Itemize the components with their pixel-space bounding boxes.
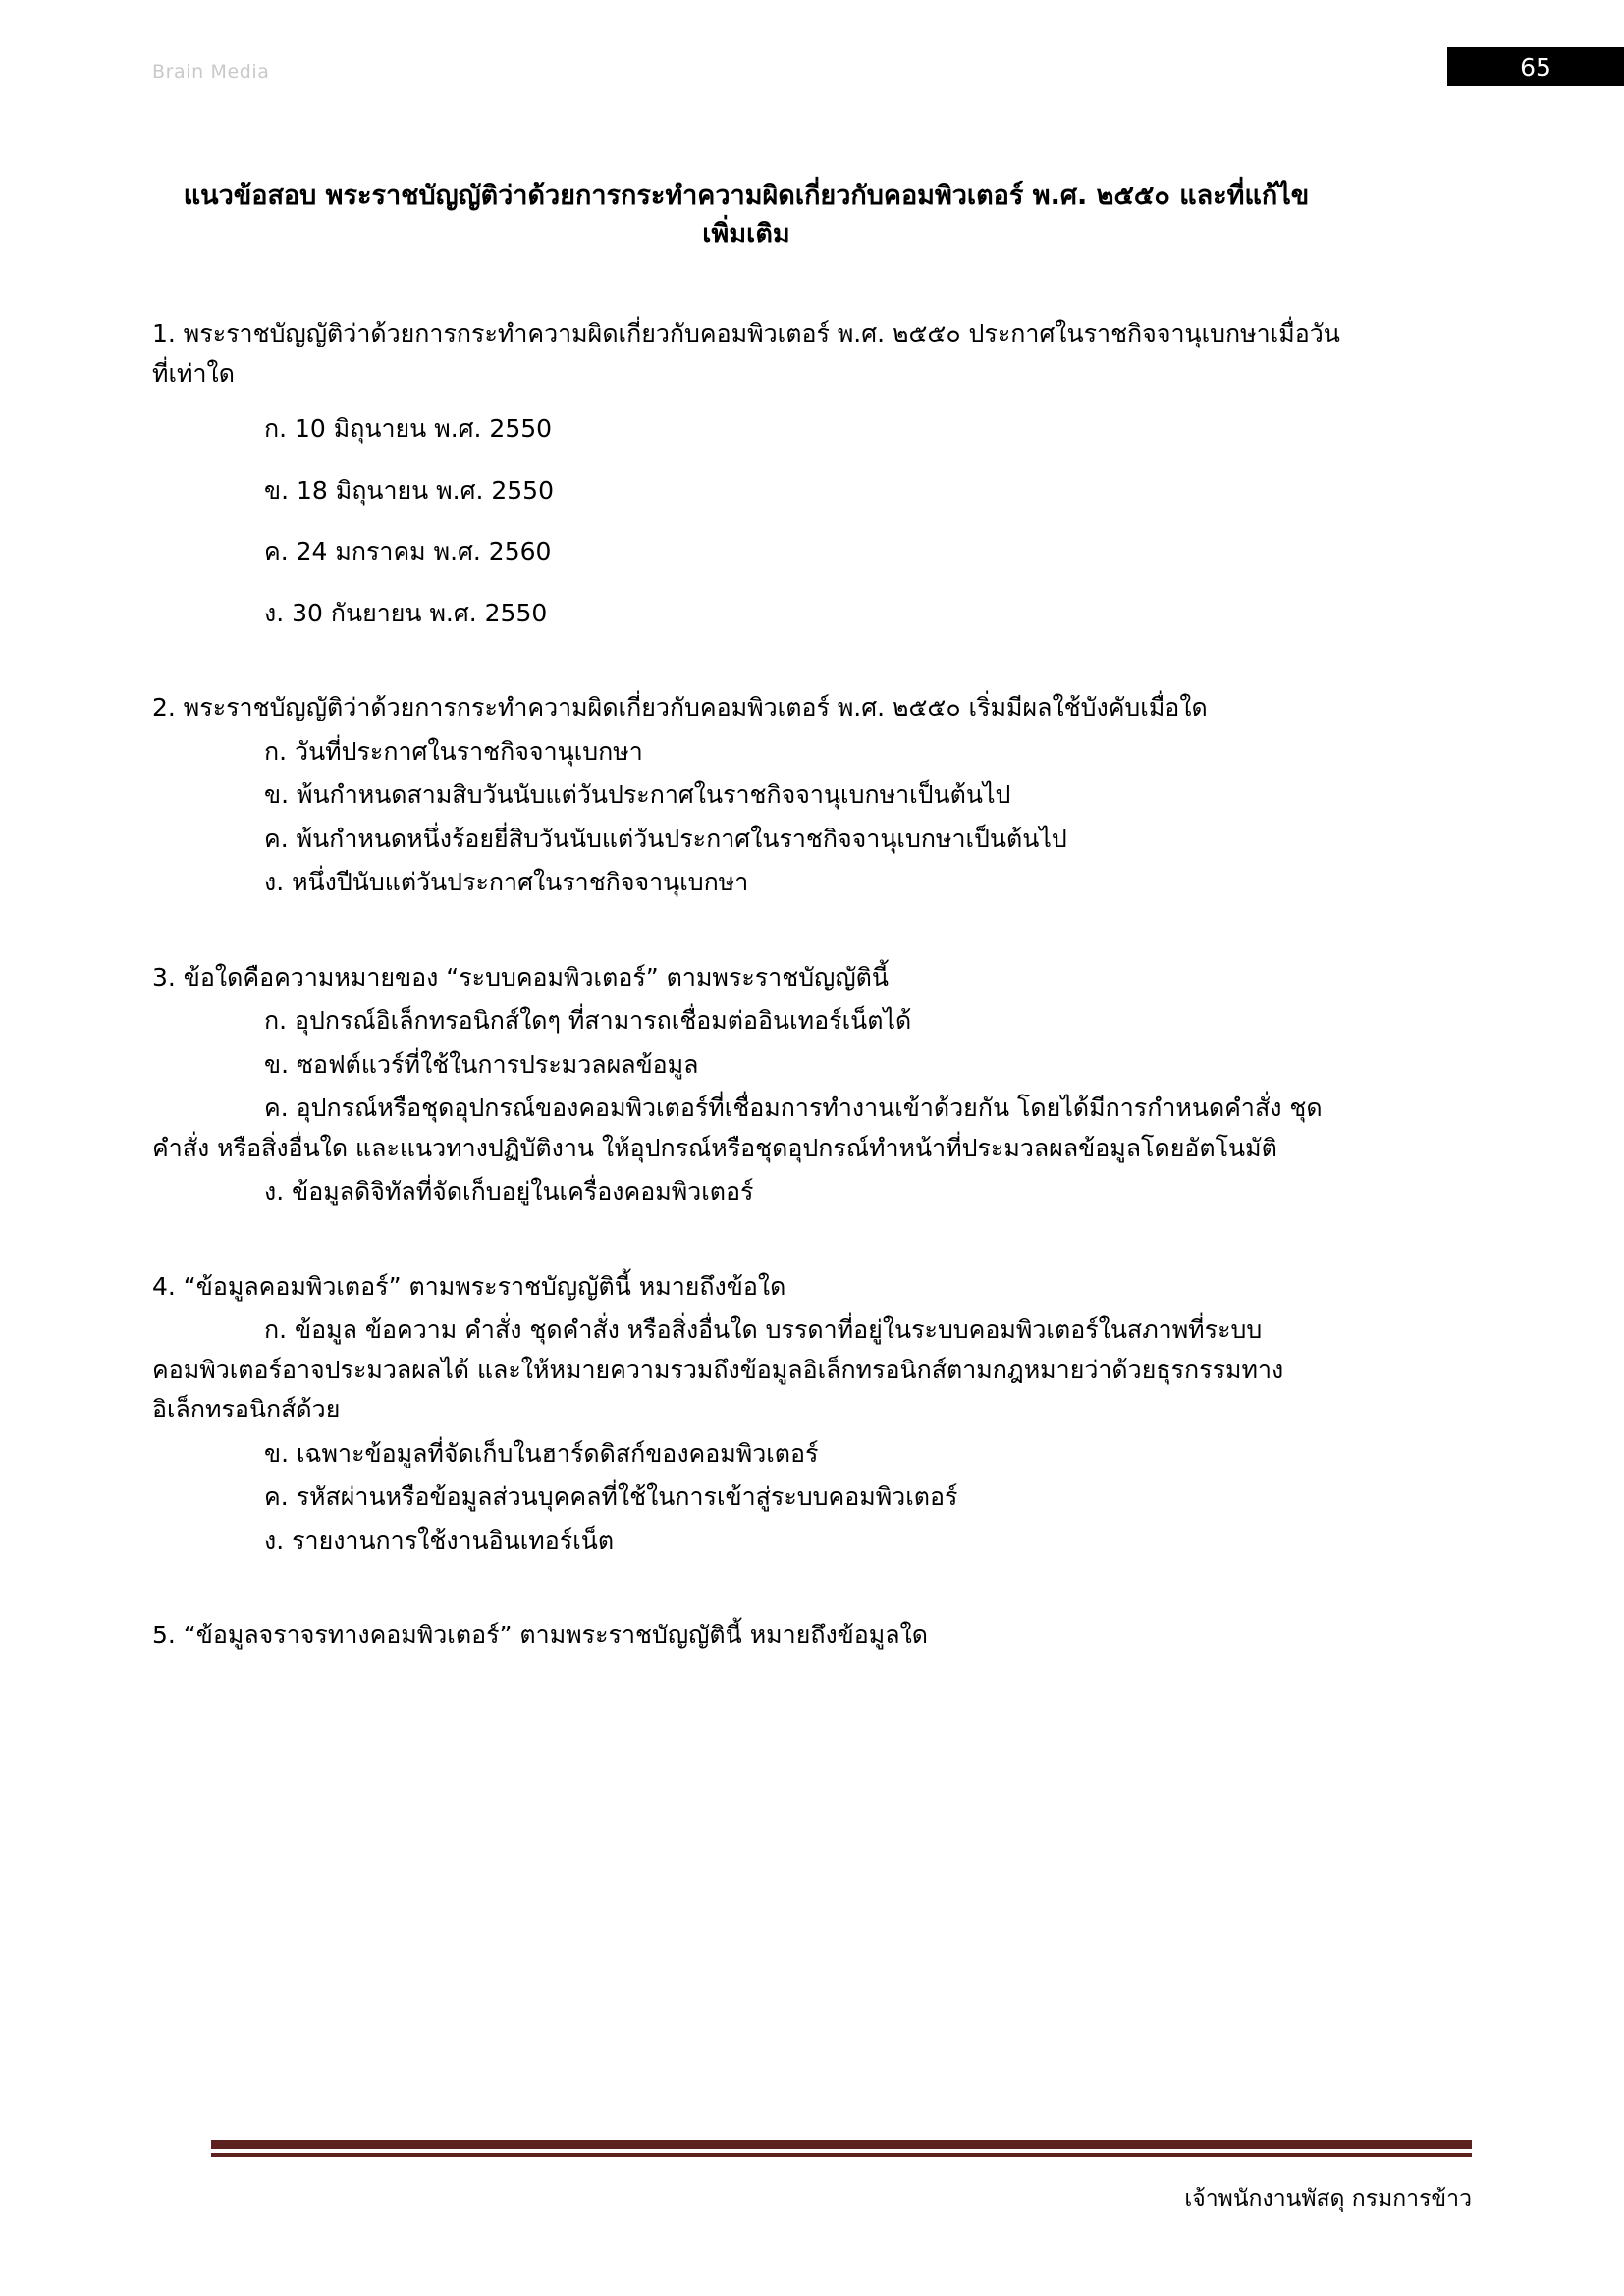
choice-option-ka[interactable]: ก. ข้อมูล ข้อความ คำสั่ง ชุดคำสั่ง หรือสิ่งอื่นใด บรรดาที่อยู่ในระบบคอมพิวเตอร์ในสภาพที่ระบบคอมพิวเตอร์อาจประมวลผลได้ และให้หมายความรวมถึงข้อมูลอิเล็กทรอนิกส์ตามกฎหมายว่าด้วยธุรกรรมทางอิเล็กทรอนิกส์ด้วย [152, 1315, 1284, 1424]
choice-option-ngo[interactable]: ง. 30 กันยายน พ.ศ. 2550 [264, 598, 548, 627]
choice-option-kho[interactable]: ค. รหัสผ่านหรือข้อมูลส่วนบุคคลที่ใช้ในการเข้าสู่ระบบคอมพิวเตอร์ [264, 1482, 958, 1512]
question-stem: 4. “ข้อมูลคอมพิวเตอร์” ตามพระราชบัญญัตินี้ หมายถึงข้อใด [152, 1271, 786, 1301]
page-number-badge [1447, 47, 1624, 86]
footer-divider-thin [211, 2153, 1472, 2157]
page-title-line-2: เพิ่มเติม [702, 219, 790, 250]
document-body [152, 177, 1340, 1656]
choice-list [152, 1001, 1340, 1212]
choice-option-kho[interactable]: ค. 24 มกราคม พ.ศ. 2560 [264, 537, 552, 566]
page-title-line-1: แนวข้อสอบ พระราชบัญญัติว่าด้วยการกระทำความผิดเกี่ยวกับคอมพิวเตอร์ พ.ศ. ๒๕๕๐ และที่แก้ไข [183, 181, 1310, 211]
choice-option-ngo[interactable]: ง. รายงานการใช้งานอินเทอร์เน็ต [264, 1525, 615, 1555]
choice-option-kha[interactable]: ข. เฉพาะข้อมูลที่จัดเก็บในฮาร์ดดิสก์ของคอมพิวเตอร์ [264, 1438, 819, 1468]
page-title [152, 177, 1340, 253]
page-footer [211, 2140, 1472, 2216]
choice-option-ka[interactable]: ก. อุปกรณ์อิเล็กทรอนิกส์ใดๆ ที่สามารถเชื่อมต่ออินเทอร์เน็ตได้ [264, 1006, 912, 1036]
choice-option-kho[interactable]: ค. อุปกรณ์หรือชุดอุปกรณ์ของคอมพิวเตอร์ที่เชื่อมการทำงานเข้าด้วยกัน โดยได้มีการกำหนดคำสั่ง ชุดคำสั่ง หรือสิ่งอื่นใด และแนวทางปฏิบัติงาน ให้อุปกรณ์หรือชุดอุปกรณ์ทำหน้าที่ประมวลผลข้อมูลโดยอัตโนมัติ [152, 1094, 1323, 1162]
question-block-3 [152, 958, 1340, 1212]
page-header [0, 0, 1624, 118]
choice-option-ka[interactable]: ก. วันที่ประกาศในราชกิจจานุเบกษา [264, 736, 643, 766]
choice-option-ngo[interactable]: ง. หนึ่งปีนับแต่วันประกาศในราชกิจจานุเบกษา [264, 868, 749, 897]
question-block-5 [152, 1616, 1340, 1656]
footer-divider-thick [211, 2140, 1472, 2149]
choice-option-ka[interactable]: ก. 10 มิถุนายน พ.ศ. 2550 [264, 414, 553, 444]
page-number-value: 65 [1520, 52, 1551, 81]
choice-option-ngo[interactable]: ง. ข้อมูลดิจิทัลที่จัดเก็บอยู่ในเครื่องคอมพิวเตอร์ [264, 1177, 754, 1206]
choice-option-kha[interactable]: ข. ซอฟต์แวร์ที่ใช้ในการประมวลผลข้อมูล [264, 1049, 699, 1079]
question-block-4 [152, 1267, 1340, 1562]
question-stem: 3. ข้อใดคือความหมายของ “ระบบคอมพิวเตอร์” ตามพระราชบัญญัตินี้ [152, 962, 889, 991]
choice-option-kho[interactable]: ค. พ้นกำหนดหนึ่งร้อยยี่สิบวันนับแต่วันประกาศในราชกิจจานุเบกษาเป็นต้นไป [264, 824, 1067, 853]
question-stem: 1. พระราชบัญญัติว่าด้วยการกระทำความผิดเกี่ยวกับคอมพิวเตอร์ พ.ศ. ๒๕๕๐ ประกาศในราชกิจจานุเบกษาเมื่อวันที่เท่าใด [152, 319, 1340, 388]
brand-label: Brain Media [152, 61, 270, 82]
question-block-1 [152, 314, 1340, 633]
question-block-2 [152, 688, 1340, 903]
footer-caption: เจ้าพนักงานพัสดุ กรมการข้าว [1184, 2185, 1472, 2212]
question-stem: 5. “ข้อมูลจราจรทางคอมพิวเตอร์” ตามพระราชบัญญัตินี้ หมายถึงข้อมูลใด [152, 1621, 929, 1650]
choice-option-kha[interactable]: ข. 18 มิถุนายน พ.ศ. 2550 [264, 475, 554, 505]
choice-list [152, 409, 1340, 633]
question-stem: 2. พระราชบัญญัติว่าด้วยการกระทำความผิดเกี่ยวกับคอมพิวเตอร์ พ.ศ. ๒๕๕๐ เริ่มมีผลใช้บังคับเมื่อใด [152, 693, 1208, 722]
choice-list [152, 732, 1340, 903]
choice-option-kha[interactable]: ข. พ้นกำหนดสามสิบวันนับแต่วันประกาศในราชกิจจานุเบกษาเป็นต้นไป [264, 780, 1011, 810]
choice-list [152, 1310, 1340, 1561]
